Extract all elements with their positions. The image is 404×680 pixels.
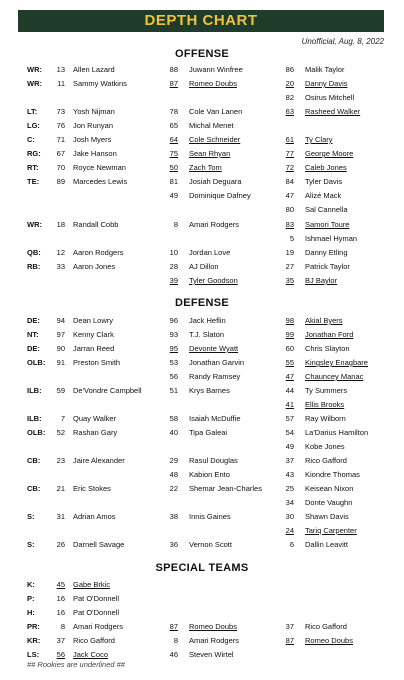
player-name: Caleb Jones <box>305 163 347 172</box>
position-label: OLB: <box>27 358 46 367</box>
player-name: Aaron Rodgers <box>73 248 124 257</box>
player-name: Danny Etling <box>305 248 348 257</box>
jersey-number: 58 <box>169 414 178 423</box>
position-label: RB: <box>27 262 41 271</box>
jersey-number: 84 <box>285 177 294 186</box>
jersey-number: 61 <box>285 135 294 144</box>
jersey-number: 37 <box>285 456 294 465</box>
player-name: Tariq Carpenter <box>305 526 357 535</box>
jersey-number: 47 <box>285 372 294 381</box>
jersey-number: 29 <box>169 456 178 465</box>
jersey-number: 96 <box>169 316 178 325</box>
jersey-number: 86 <box>285 65 294 74</box>
player-name: Jaire Alexander <box>73 456 125 465</box>
jersey-number: 49 <box>285 442 294 451</box>
position-label: DE: <box>27 316 40 325</box>
jersey-number: 67 <box>56 149 65 158</box>
position-label: P: <box>27 594 35 603</box>
player-name: Shemar Jean-Charles <box>189 484 262 493</box>
jersey-number: 46 <box>169 650 178 659</box>
player-name: Tyler Davis <box>305 177 343 186</box>
player-name: Rico Gafford <box>305 456 347 465</box>
player-name: Ty Clary <box>305 135 333 144</box>
section-special-teams: SPECIAL TEAMS <box>155 562 249 574</box>
position-label: S: <box>27 540 35 549</box>
player-name: Josiah Deguara <box>189 177 242 186</box>
depth-row <box>0 63 404 76</box>
jersey-number: 91 <box>56 358 65 367</box>
depth-row <box>0 370 404 383</box>
depth-row <box>0 620 404 633</box>
player-name: Vernon Scott <box>189 540 232 549</box>
jersey-number: 8 <box>173 636 178 645</box>
player-name: Jack Heflin <box>189 316 226 325</box>
player-name: Isaiah McDuffie <box>189 414 241 423</box>
jersey-number: 72 <box>285 163 294 172</box>
jersey-number: 54 <box>285 428 294 437</box>
jersey-number: 38 <box>169 512 178 521</box>
player-name: Marcedes Lewis <box>73 177 128 186</box>
depth-row <box>0 412 404 425</box>
depth-row <box>0 91 404 104</box>
position-label: CB: <box>27 484 41 493</box>
position-label: ILB: <box>27 414 42 423</box>
player-name: Jonathan Garvin <box>189 358 245 367</box>
player-name: Sal Cannella <box>305 205 348 214</box>
jersey-number: 88 <box>169 65 178 74</box>
player-name: Zach Tom <box>189 163 222 172</box>
jersey-number: 99 <box>285 330 294 339</box>
jersey-number: 36 <box>169 540 178 549</box>
player-name: Jarran Reed <box>73 344 115 353</box>
player-name: Eric Stokes <box>73 484 111 493</box>
jersey-number: 6 <box>289 540 294 549</box>
player-name: Kiondre Thomas <box>305 470 360 479</box>
player-name: Rashan Gary <box>73 428 118 437</box>
player-name: Rasheed Walker <box>305 107 361 116</box>
position-label: NT: <box>27 330 39 339</box>
depth-row <box>0 189 404 202</box>
player-name: Jack Coco <box>73 650 109 659</box>
position-label: WR: <box>27 220 42 229</box>
depth-row <box>0 496 404 509</box>
position-label: LT: <box>27 107 38 116</box>
depth-row <box>0 342 404 355</box>
player-name: Jonathan Ford <box>305 330 354 339</box>
player-name: Malik Taylor <box>305 65 345 74</box>
player-name: Osirus Mitchell <box>305 93 355 102</box>
position-label: S: <box>27 512 35 521</box>
player-name: Pat O'Donnell <box>73 608 120 617</box>
player-name: Randy Ramsey <box>189 372 241 381</box>
player-name: Amari Rodgers <box>189 636 240 645</box>
jersey-number: 30 <box>285 512 294 521</box>
player-name: Ellis Brooks <box>305 400 345 409</box>
player-name: Danny Davis <box>305 79 348 88</box>
player-name: Akial Byers <box>305 316 343 325</box>
player-name: Josh Myers <box>73 135 112 144</box>
player-name: Michal Menet <box>189 121 234 130</box>
jersey-number: 87 <box>169 622 178 631</box>
jersey-number: 5 <box>289 234 294 243</box>
subtitle: Unofficial, Aug. 8, 2022 <box>301 37 384 46</box>
jersey-number: 94 <box>56 316 65 325</box>
jersey-number: 28 <box>169 262 178 271</box>
position-label: RG: <box>27 149 41 158</box>
jersey-number: 57 <box>285 414 294 423</box>
player-name: Randall Cobb <box>73 220 119 229</box>
jersey-number: 21 <box>56 484 65 493</box>
jersey-number: 23 <box>56 456 65 465</box>
depth-row <box>0 384 404 397</box>
depth-row <box>0 133 404 146</box>
player-name: Adrian Amos <box>73 512 116 521</box>
player-name: Sammy Watkins <box>73 79 127 88</box>
jersey-number: 44 <box>285 386 294 395</box>
jersey-number: 45 <box>56 580 65 589</box>
jersey-number: 87 <box>169 79 178 88</box>
jersey-number: 39 <box>169 276 178 285</box>
jersey-number: 65 <box>169 121 178 130</box>
jersey-number: 27 <box>285 262 294 271</box>
position-label: OLB: <box>27 428 46 437</box>
jersey-number: 93 <box>169 330 178 339</box>
jersey-number: 56 <box>56 650 65 659</box>
depth-row <box>0 524 404 537</box>
depth-row <box>0 218 404 231</box>
jersey-number: 71 <box>56 135 65 144</box>
depth-row <box>0 482 404 495</box>
player-name: Keisean Nixon <box>305 484 354 493</box>
jersey-number: 25 <box>285 484 294 493</box>
jersey-number: 24 <box>285 526 294 535</box>
depth-row <box>0 398 404 411</box>
depth-row <box>0 328 404 341</box>
player-name: Kenny Clark <box>73 330 114 339</box>
player-name: Patrick Taylor <box>305 262 350 271</box>
jersey-number: 49 <box>169 191 178 200</box>
player-name: La'Darius Hamilton <box>305 428 369 437</box>
player-name: Alizé Mack <box>305 191 342 200</box>
jersey-number: 90 <box>56 344 65 353</box>
player-name: Juwann Winfree <box>189 65 243 74</box>
jersey-number: 87 <box>285 636 294 645</box>
jersey-number: 8 <box>173 220 178 229</box>
jersey-number: 70 <box>56 163 65 172</box>
player-name: Cole Schneider <box>189 135 241 144</box>
player-name: Chauncey Manac <box>305 372 364 381</box>
jersey-number: 47 <box>285 191 294 200</box>
player-name: Dallin Leavitt <box>305 540 348 549</box>
jersey-number: 95 <box>169 344 178 353</box>
jersey-number: 56 <box>169 372 178 381</box>
player-name: Chris Slayton <box>305 344 350 353</box>
player-name: Devonte Wyatt <box>189 344 239 353</box>
depth-row <box>0 77 404 90</box>
jersey-number: 10 <box>169 248 178 257</box>
jersey-number: 80 <box>285 205 294 214</box>
position-label: LS: <box>27 650 40 659</box>
jersey-number: 40 <box>169 428 178 437</box>
player-name: Dominique Dafney <box>189 191 251 200</box>
player-name: BJ Baylor <box>305 276 338 285</box>
jersey-number: 43 <box>285 470 294 479</box>
jersey-number: 82 <box>285 93 294 102</box>
depth-row <box>0 634 404 647</box>
player-name: Romeo Doubs <box>189 79 237 88</box>
player-name: Dean Lowry <box>73 316 114 325</box>
jersey-number: 76 <box>56 121 65 130</box>
jersey-number: 19 <box>285 248 294 257</box>
player-name: Royce Newman <box>73 163 126 172</box>
position-label: KR: <box>27 636 41 645</box>
player-name: Donte Vaughn <box>305 498 353 507</box>
position-label: RT: <box>27 163 39 172</box>
jersey-number: 77 <box>285 149 294 158</box>
player-name: Shawn Davis <box>305 512 349 521</box>
depth-row <box>0 175 404 188</box>
player-name: Romeo Doubs <box>189 622 237 631</box>
player-name: Amari Rodgers <box>189 220 240 229</box>
depth-row <box>0 246 404 259</box>
player-name: Gabe Brkic <box>73 580 111 589</box>
jersey-number: 64 <box>169 135 178 144</box>
player-name: Samori Toure <box>305 220 350 229</box>
jersey-number: 98 <box>285 316 294 325</box>
player-name: Preston Smith <box>73 358 121 367</box>
jersey-number: 7 <box>60 414 65 423</box>
player-name: Ishmael Hyman <box>305 234 358 243</box>
depth-row <box>0 147 404 160</box>
jersey-number: 83 <box>285 220 294 229</box>
depth-row <box>0 510 404 523</box>
jersey-number: 33 <box>56 262 65 271</box>
player-name: Allen Lazard <box>73 65 115 74</box>
position-label: K: <box>27 580 35 589</box>
jersey-number: 12 <box>56 248 65 257</box>
jersey-number: 26 <box>56 540 65 549</box>
player-name: AJ Dillon <box>189 262 219 271</box>
player-name: Innis Gaines <box>189 512 231 521</box>
depth-row <box>0 314 404 327</box>
player-name: Aaron Jones <box>73 262 116 271</box>
depth-row <box>0 578 404 591</box>
jersey-number: 34 <box>285 498 294 507</box>
footnote: ## Rookies are underlined ## <box>27 660 125 669</box>
jersey-number: 18 <box>56 220 65 229</box>
depth-row <box>0 356 404 369</box>
depth-row <box>0 538 404 551</box>
depth-row <box>0 606 404 619</box>
depth-row <box>0 105 404 118</box>
section-defense: DEFENSE <box>174 297 230 309</box>
position-label: WR: <box>27 79 42 88</box>
player-name: Kingsley Enagbare <box>305 358 368 367</box>
player-name: Ray Wilborn <box>305 414 346 423</box>
jersey-number: 16 <box>56 594 65 603</box>
depth-row <box>0 161 404 174</box>
jersey-number: 81 <box>169 177 178 186</box>
player-name: Quay Walker <box>73 414 117 423</box>
player-name: Tyler Goodson <box>189 276 238 285</box>
depth-row <box>0 454 404 467</box>
player-name: George Moore <box>305 149 354 158</box>
jersey-number: 37 <box>285 622 294 631</box>
player-name: Ty Summers <box>305 386 348 395</box>
player-name: Tipa Galeai <box>189 428 228 437</box>
jersey-number: 75 <box>169 149 178 158</box>
player-name: Jon Runyan <box>73 121 114 130</box>
player-name: Romeo Doubs <box>305 636 353 645</box>
jersey-number: 60 <box>285 344 294 353</box>
position-label: C: <box>27 135 35 144</box>
depth-row <box>0 274 404 287</box>
depth-row <box>0 592 404 605</box>
jersey-number: 78 <box>169 107 178 116</box>
position-label: TE: <box>27 177 40 186</box>
position-label: PR: <box>27 622 40 631</box>
player-name: Jake Hanson <box>73 149 117 158</box>
player-name: T.J. Slaton <box>189 330 225 339</box>
player-name: Kobe Jones <box>305 442 345 451</box>
depth-row <box>0 440 404 453</box>
jersey-number: 89 <box>56 177 65 186</box>
position-label: H: <box>27 608 35 617</box>
jersey-number: 31 <box>56 512 65 521</box>
jersey-number: 63 <box>285 107 294 116</box>
player-name: Rico Gafford <box>73 636 115 645</box>
jersey-number: 55 <box>285 358 294 367</box>
jersey-number: 11 <box>57 79 65 88</box>
jersey-number: 20 <box>285 79 294 88</box>
player-name: Amari Rodgers <box>73 622 124 631</box>
position-label: DE: <box>27 344 40 353</box>
jersey-number: 59 <box>56 386 65 395</box>
jersey-number: 53 <box>169 358 178 367</box>
position-label: CB: <box>27 456 41 465</box>
depth-row <box>0 260 404 273</box>
jersey-number: 41 <box>285 400 294 409</box>
player-name: Yosh Nijman <box>73 107 115 116</box>
depth-row <box>0 232 404 245</box>
player-name: Rico Gafford <box>305 622 347 631</box>
jersey-number: 73 <box>56 107 65 116</box>
player-name: Krys Barnes <box>189 386 230 395</box>
player-name: Sean Rhyan <box>189 149 231 158</box>
player-name: Rasul Douglas <box>189 456 238 465</box>
jersey-number: 37 <box>56 636 65 645</box>
position-label: WR: <box>27 65 42 74</box>
jersey-number: 13 <box>56 65 65 74</box>
depth-row <box>0 119 404 132</box>
jersey-number: 22 <box>169 484 178 493</box>
jersey-number: 50 <box>169 163 178 172</box>
player-name: Cole Van Lanen <box>189 107 243 116</box>
section-offense: OFFENSE <box>174 48 230 60</box>
depth-row <box>0 426 404 439</box>
jersey-number: 16 <box>56 608 65 617</box>
player-name: Steven Wirtel <box>189 650 234 659</box>
jersey-number: 8 <box>60 622 65 631</box>
player-name: Kabion Ento <box>189 470 230 479</box>
position-label: LG: <box>27 121 40 130</box>
jersey-number: 48 <box>169 470 178 479</box>
player-name: Pat O'Donnell <box>73 594 120 603</box>
jersey-number: 35 <box>285 276 294 285</box>
depth-row <box>0 203 404 216</box>
jersey-number: 51 <box>169 386 178 395</box>
depth-row <box>0 468 404 481</box>
position-label: QB: <box>27 248 41 257</box>
player-name: Darnell Savage <box>73 540 125 549</box>
page-title: DEPTH CHART <box>18 10 384 32</box>
jersey-number: 52 <box>56 428 65 437</box>
position-label: ILB: <box>27 386 42 395</box>
player-name: Jordan Love <box>189 248 231 257</box>
player-name: De'Vondre Campbell <box>73 386 142 395</box>
jersey-number: 97 <box>56 330 65 339</box>
